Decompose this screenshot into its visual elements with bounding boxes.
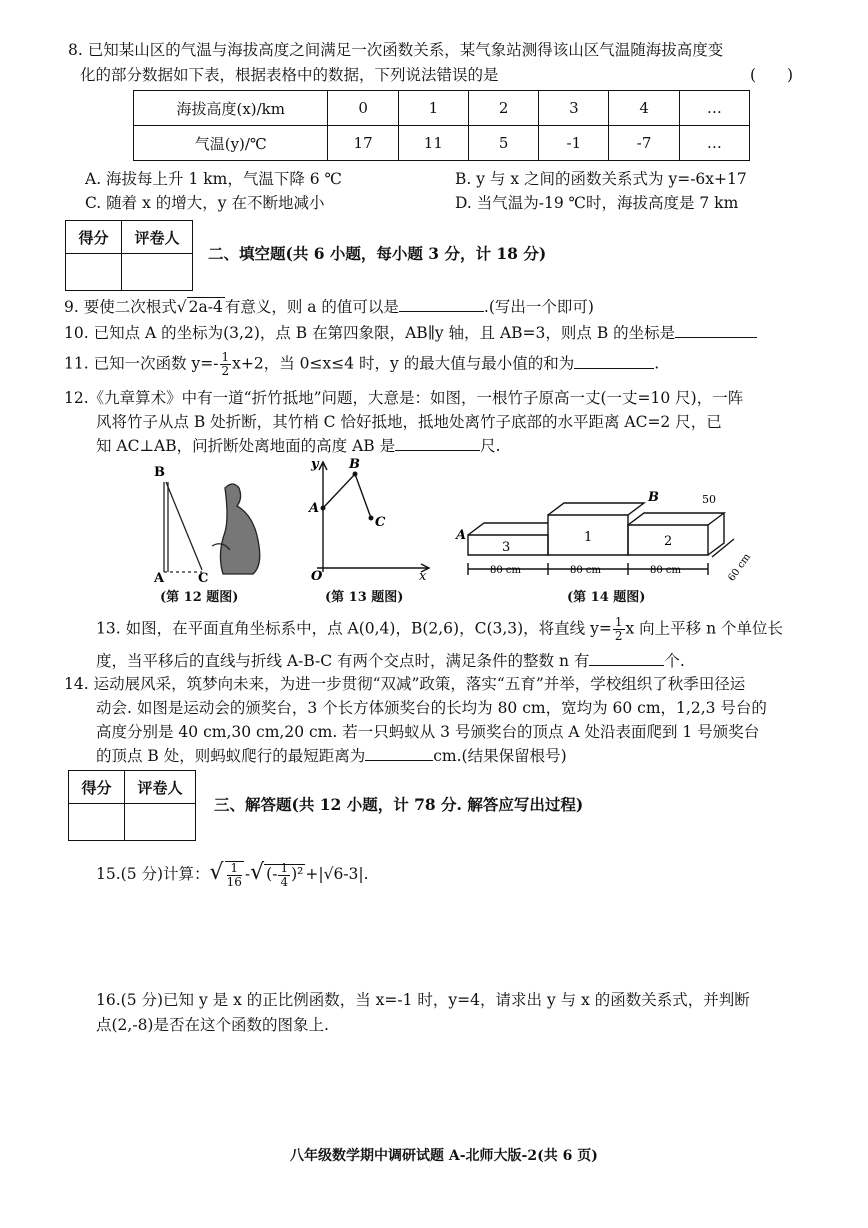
q12-line3: 知 AC⊥AB，问折断处离地面的高度 AB 是 尺.: [96, 437, 501, 455]
fig12-label-c: C: [198, 571, 209, 583]
radical-sign: √: [176, 298, 187, 316]
table-header-temperature: 气温(y)/℃: [134, 126, 328, 161]
reviewer-cell: [125, 804, 196, 841]
point-b: [353, 472, 358, 477]
depth-dimension-line: [712, 539, 734, 557]
table-cell: -7: [609, 126, 679, 161]
q11-answer-blank: [574, 354, 654, 369]
fig12-label-a: A: [154, 571, 165, 583]
q8-line1: 8. 已知某山区的气温与海拔高度之间满足一次函数关系，某气象站测得该山区气温随海拔高度变: [68, 41, 724, 59]
q9-post: .(写出一个即可): [483, 298, 594, 316]
reviewer-cell: [122, 254, 193, 291]
table-cell: …: [679, 91, 749, 126]
q9-radicand: 2a-4: [188, 298, 223, 316]
q10-answer-blank: [675, 323, 757, 338]
table-cell: 0: [328, 91, 398, 126]
q15-abs-value: √6-3: [323, 865, 359, 883]
table-row: [134, 126, 750, 161]
fig13-label-y: y: [311, 457, 319, 472]
q13-fraction: $\frac{1}{2}$: [614, 615, 623, 643]
table-cell: 11: [398, 126, 468, 161]
q10-text: 10. 已知点 A 的坐标为(3,2)，点 B 在第四象限，AB∥y 轴，且 AB=3，则点 B 的坐标是: [64, 324, 676, 342]
score-label: 得分: [69, 771, 125, 804]
score-box: [65, 220, 193, 291]
q15: 15.(5 分)计算：√ $\frac{1}{16}$ -√ (- $\frac{1}{4}$ )² +|√6-3|.: [96, 860, 369, 889]
q10: [64, 322, 757, 344]
table-cell: 4: [609, 91, 679, 126]
fig13-label-b: B: [349, 457, 360, 472]
q14-answer-blank: [365, 746, 433, 761]
table-row: [134, 91, 750, 126]
q8-option-d: D. 当气温为-19 ℃时，海拔高度是 7 km: [455, 194, 739, 212]
podium-3-label: 3: [502, 540, 511, 555]
section2-heading: 二、填空题(共 6 小题，每小题 3 分，计 18 分): [208, 244, 547, 263]
q9: [64, 296, 594, 318]
q14-line2: 动会. 如图是运动会的颁奖台，3 个长方体颁奖台的长均为 80 cm，宽均为 60 cm，1,2,3 号台的: [96, 699, 767, 717]
scholar-figure: [220, 484, 259, 574]
fig14-depth-label: 60 cm: [726, 551, 754, 584]
fig14-dim-3: 80 cm: [650, 565, 681, 576]
q9-answer-blank: [399, 297, 484, 312]
polyline-abc: [323, 474, 371, 518]
fig13-label-x: x: [419, 569, 427, 581]
radical-sign: √: [209, 860, 224, 885]
q11-fraction: $\frac{1}{2}$: [221, 350, 230, 378]
table-cell: 17: [328, 126, 398, 161]
fig12-caption: (第 12 题图): [160, 590, 239, 605]
q11-pre: 11. 已知一次函数 y=-: [64, 354, 219, 373]
fig13-label-a: A: [309, 501, 320, 516]
fig14-mark: 50: [702, 493, 716, 506]
table-cell: 2: [468, 91, 538, 126]
figure-14: [450, 485, 770, 585]
fig14-label-a: A: [456, 528, 467, 543]
figure-13: [305, 456, 435, 581]
q16-line2: 点(2,-8)是否在这个函数的图象上.: [96, 1016, 329, 1034]
fig14-dim-1: 80 cm: [490, 565, 521, 576]
score-cell: [69, 804, 125, 841]
score-box: [68, 770, 196, 841]
q8-option-c: C. 随着 x 的增大，y 在不断地减小: [85, 194, 325, 212]
table-cell: …: [679, 126, 749, 161]
point-a: [321, 506, 326, 511]
q13-line2: 度，当平移后的直线与折线 A-B-C 有两个交点时，满足条件的整数 n 有 个.: [96, 652, 685, 670]
figure-12: [150, 458, 280, 583]
reviewer-label: 评卷人: [122, 221, 193, 254]
q9-mid: 有意义，则 a 的值可以是: [224, 298, 399, 316]
q8-option-a: A. 海拔每上升 1 km，气温下降 6 ℃: [85, 170, 342, 188]
q12-line2: 风将竹子从点 B 处折断，其竹梢 C 恰好抵地，抵地处离竹子底部的水平距离 AC=2 尺，已: [96, 413, 722, 431]
fig13-label-c: C: [375, 515, 386, 530]
q8-line2: 化的部分数据如下表，根据表格中的数据，下列说法错误的是: [80, 66, 499, 84]
q13-answer-blank: [589, 651, 664, 666]
podium-1-label: 1: [584, 530, 593, 545]
fig12-label-b: B: [154, 465, 165, 480]
q12-line1: 12.《九章算术》中有一道“折竹抵地”问题，大意是：如图，一根竹子原高一丈(一丈=10 尺)，一阵: [64, 389, 744, 407]
fig13-label-o: O: [311, 569, 323, 581]
bamboo-broken-top: [166, 482, 202, 570]
score-cell: [66, 254, 122, 291]
q13-line1: 13. 如图，在平面直角坐标系中，点 A(0,4)，B(2,6)，C(3,3)，将直线 y= $\frac{1}{2}$ x 向上平移 n 个单位长: [96, 615, 784, 643]
table-cell: -1: [539, 126, 609, 161]
table-cell: 3: [539, 91, 609, 126]
section3-heading: 三、解答题(共 12 小题，计 78 分. 解答应写出过程): [214, 795, 584, 814]
q12-answer-blank: [395, 436, 480, 451]
q9-pre: 9. 要使二次根式: [64, 298, 177, 316]
q15-fraction-1: $\frac{1}{16}$: [226, 861, 242, 889]
q14-line4: 的顶点 B 处，则蚂蚁爬行的最短距离为 cm.(结果保留根号): [96, 747, 567, 765]
fig13-caption: (第 13 题图): [325, 590, 404, 605]
point-c: [369, 516, 374, 521]
radical-sign: √: [250, 860, 265, 885]
q14-line1: 14. 运动展风采，筑梦向未来，为进一步贯彻“双减”政策，落实“五育”并举，学校组织了秋季田径运: [64, 675, 746, 693]
score-label: 得分: [66, 221, 122, 254]
fig14-label-b: B: [648, 490, 659, 505]
q8-answer-paren: ( ): [750, 66, 794, 84]
q11: 11. 已知一次函数 y=- $\frac{1}{2}$ x+2，当 0≤x≤4 时，y 的最大值与最小值的和为 .: [64, 350, 660, 378]
q15-fraction-2: $\frac{1}{4}$: [280, 860, 289, 889]
q11-post: x+2，当 0≤x≤4 时，y 的最大值与最小值的和为: [232, 354, 575, 373]
reviewer-label: 评卷人: [125, 771, 196, 804]
page-footer: 八年级数学期中调研试题 A-北师大版-2(共 6 页): [290, 1148, 598, 1164]
q14-line3: 高度分别是 40 cm,30 cm,20 cm. 若一只蚂蚁从 3 号颁奖台的顶点 A 处沿表面爬到 1 号颁奖台: [96, 723, 760, 741]
table-cell: 1: [398, 91, 468, 126]
table-cell: 5: [468, 126, 538, 161]
table-header-altitude: 海拔高度(x)/km: [134, 91, 328, 126]
podium-2-label: 2: [664, 534, 673, 549]
fig14-caption: (第 14 题图): [567, 590, 646, 605]
q16-line1: 16.(5 分)已知 y 是 x 的正比例函数，当 x=-1 时，y=4，请求出 y 与 x 的函数关系式，并判断: [96, 991, 750, 1009]
q8-option-b: B. y 与 x 之间的函数关系式为 y=-6x+17: [455, 170, 747, 188]
fig14-dim-2: 80 cm: [570, 565, 601, 576]
q8-data-table: [133, 90, 750, 161]
